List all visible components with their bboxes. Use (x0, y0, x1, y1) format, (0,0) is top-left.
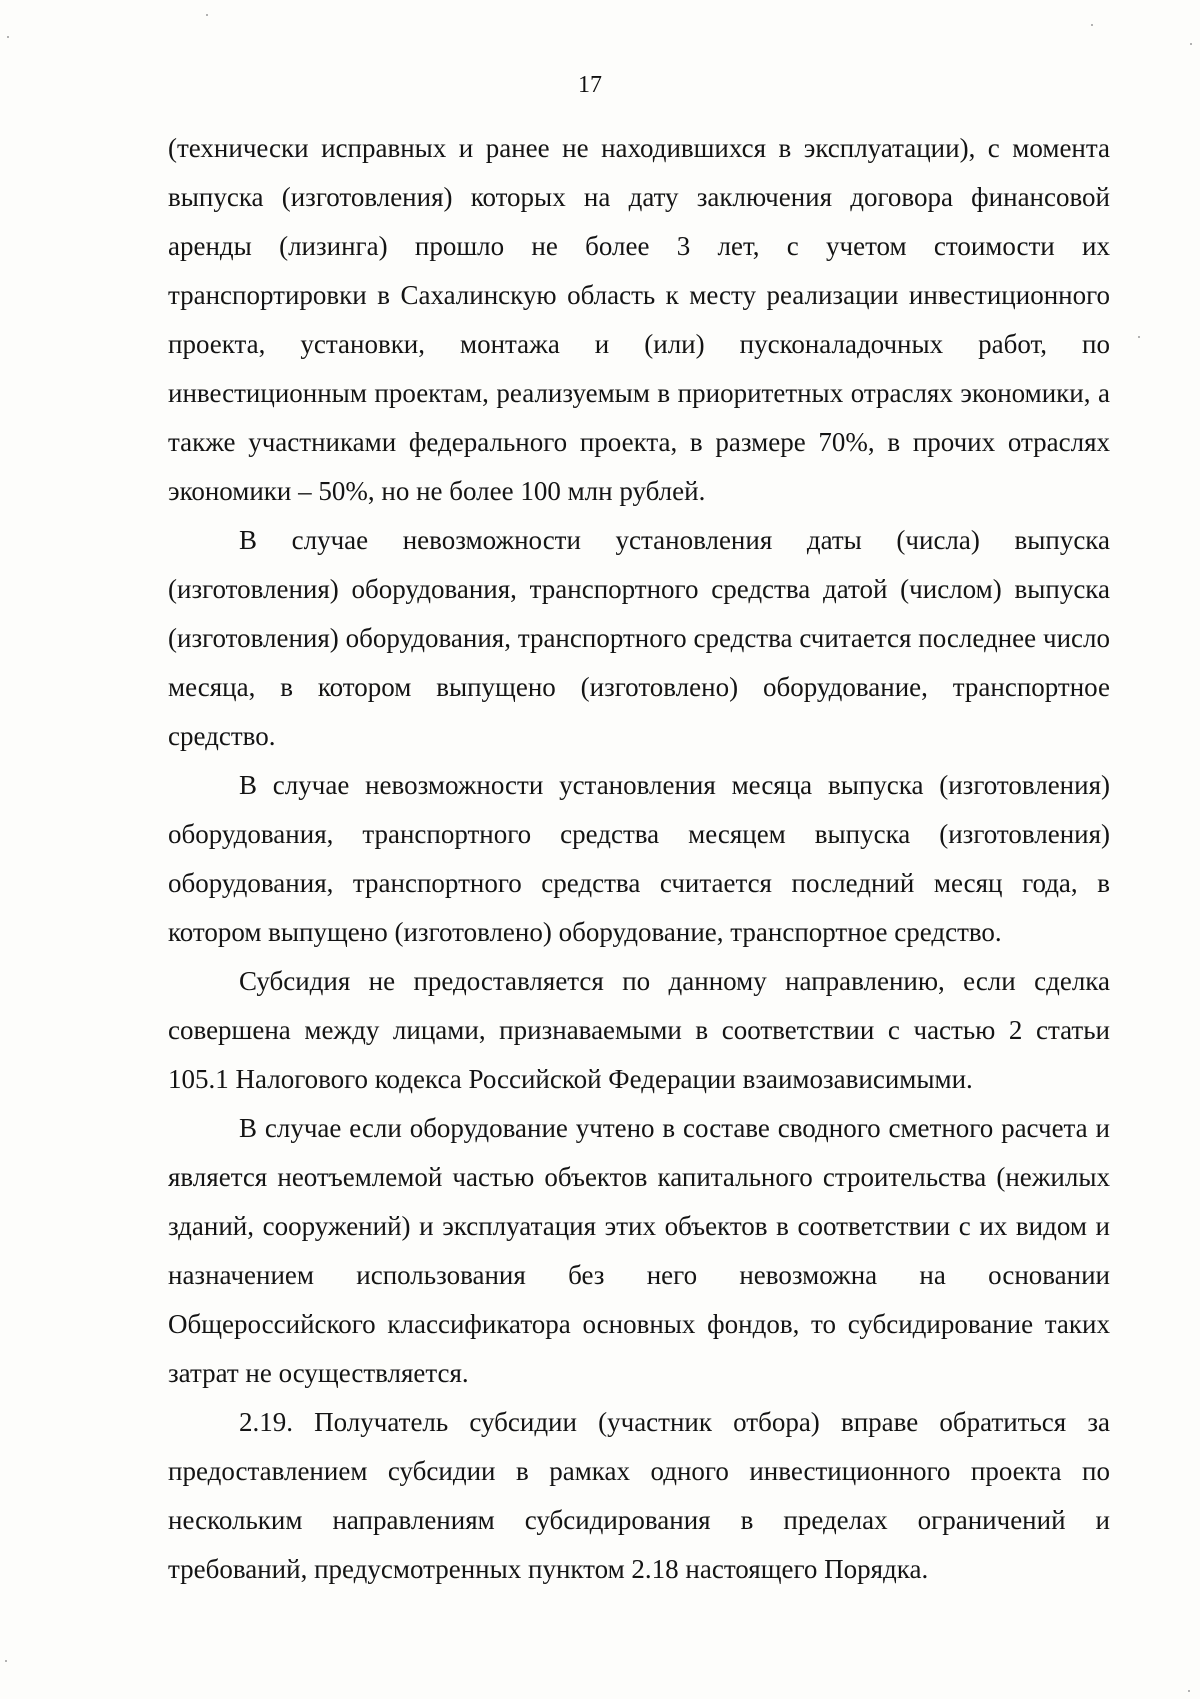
paragraph-3: В случае невозможности установления месяца выпуска (изготовления) оборудования, транспортного средства месяцем выпуска (изготовления) оборудования, транспортного средства считается последний месяц года, в котором выпущено (изготовлено) оборудование, транспортное средство. (168, 770, 1110, 947)
scan-speck (7, 36, 9, 38)
paragraph-2: В случае невозможности установления даты (числа) выпуска (изготовления) оборудования, транспортного средства датой (числом) выпуска (изготовления) оборудования, транспортного средства считается последнее число месяца, в котором выпущено (изготовлено) оборудование, транспортное средство. (168, 525, 1110, 751)
scan-speck (1138, 336, 1140, 338)
paragraph-5: В случае если оборудование учтено в составе сводного сметного расчета и является неотъемлемой частью объектов капитального строительства (нежилых зданий, сооружений) и эксплуатация этих объектов в соответствии с их видом и назначением использования без него невозможна на основании Общероссийского классификатора основных фондов, то субсидирование таких затрат не осуществляется. (168, 1113, 1110, 1388)
document-body (168, 124, 1110, 1594)
scan-speck (1091, 24, 1093, 26)
scan-speck (1188, 1690, 1190, 1692)
paragraph-4: Субсидия не предоставляется по данному направлению, если сделка совершена между лицами, признаваемыми в соответствии с частью 2 статьи 105.1 Налогового кодекса Российской Федерации взаимозависимыми. (168, 966, 1110, 1094)
scan-speck (5, 1660, 7, 1662)
scan-speck (206, 14, 208, 16)
scan-speck (1190, 43, 1192, 45)
page-number: 17 (578, 72, 602, 98)
paragraph-6: 2.19. Получатель субсидии (участник отбора) вправе обратиться за предоставлением субсидии в рамках одного инвестиционного проекта по нескольким направлениям субсидирования в пределах ограничений и требований, предусмотренных пунктом 2.18 настоящего Порядка. (168, 1407, 1110, 1584)
paragraph-1: (технически исправных и ранее не находившихся в эксплуатации), с момента выпуска (изготовления) которых на дату заключения договора финансовой аренды (лизинга) прошло не более 3 лет, с учетом стоимости их транспортировки в Сахалинскую область к месту реализации инвестиционного проекта, установки, монтажа и (или) пусконаладочных работ, по инвестиционным проектам, реализуемым в приоритетных отраслях экономики, а также участниками федерального проекта, в размере 70%, в прочих отраслях экономики – 50%, но не более 100 млн рублей. (168, 133, 1110, 506)
